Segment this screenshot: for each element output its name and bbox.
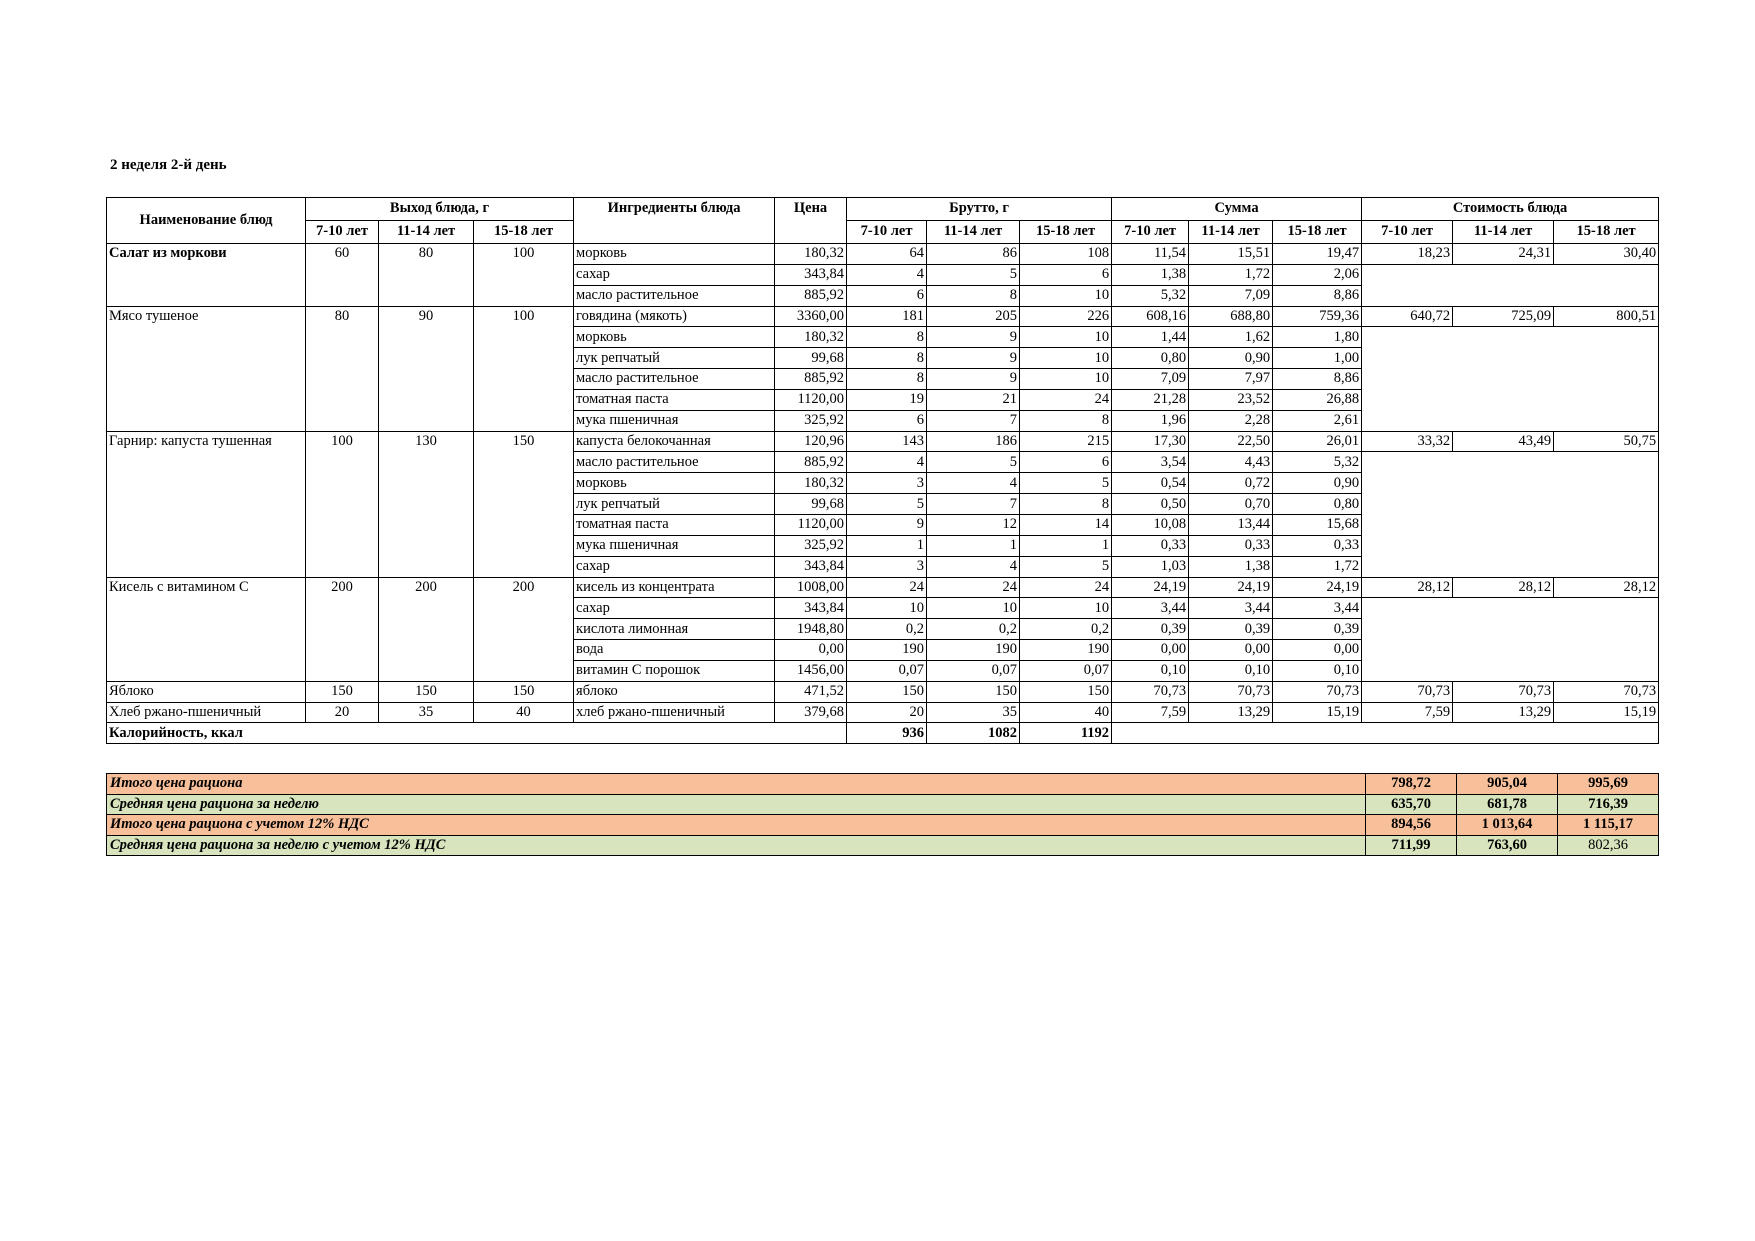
ingredient-sum: 688,80 [1189, 306, 1273, 327]
dish-cost: 800,51 [1554, 306, 1659, 327]
ingredient-sum: 7,97 [1189, 369, 1273, 390]
dish-yield: 150 [379, 681, 474, 702]
header-cost-age3: 15-18 лет [1554, 221, 1659, 244]
summary-row [107, 835, 1659, 856]
dish-name: Кисель с витамином С [107, 577, 306, 681]
ingredient-sum: 7,59 [1112, 702, 1189, 723]
ingredient-brutto: 1 [847, 535, 927, 556]
header-cost: Стоимость блюда [1362, 198, 1659, 221]
ingredient-brutto: 10 [1020, 327, 1112, 348]
dish-yield: 150 [474, 681, 574, 702]
header-cost-age2: 11-14 лет [1453, 221, 1554, 244]
table-row [107, 702, 1659, 723]
ingredient-brutto: 10 [1020, 598, 1112, 619]
ingredient-sum: 3,44 [1112, 598, 1189, 619]
ingredient-price: 379,68 [775, 702, 847, 723]
ingredient-sum: 70,73 [1112, 681, 1189, 702]
ingredient-sum: 0,70 [1189, 494, 1273, 515]
ingredient-brutto: 190 [927, 640, 1020, 661]
ingredient-price: 180,32 [775, 244, 847, 265]
header-price: Цена [775, 198, 847, 244]
ingredient-price: 885,92 [775, 452, 847, 473]
ingredient-name: мука пшеничная [574, 410, 775, 431]
ingredient-sum: 8,86 [1273, 369, 1362, 390]
ingredient-sum: 0,39 [1112, 619, 1189, 640]
summary-value: 905,04 [1457, 774, 1558, 795]
dish-yield: 200 [379, 577, 474, 681]
ingredient-brutto: 20 [847, 702, 927, 723]
page-title: 2 неделя 2-й день [110, 157, 227, 173]
ingredient-brutto: 10 [1020, 285, 1112, 306]
dish-yield: 100 [474, 244, 574, 307]
ingredient-brutto: 0,07 [1020, 660, 1112, 681]
summary-label: Итого цена рациона с учетом 12% НДС [107, 815, 1366, 836]
ingredient-sum: 1,38 [1112, 264, 1189, 285]
ingredient-name: лук репчатый [574, 494, 775, 515]
ingredient-brutto: 6 [847, 285, 927, 306]
ingredient-name: томатная паста [574, 389, 775, 410]
ingredient-price: 120,96 [775, 431, 847, 452]
ingredient-sum: 0,39 [1273, 619, 1362, 640]
ingredient-name: витамин С порошок [574, 660, 775, 681]
dish-cost: 70,73 [1362, 681, 1453, 702]
ingredient-brutto: 4 [927, 473, 1020, 494]
summary-value: 802,36 [1558, 835, 1659, 856]
ingredient-brutto: 215 [1020, 431, 1112, 452]
ingredient-sum: 7,09 [1189, 285, 1273, 306]
ingredient-price: 0,00 [775, 640, 847, 661]
dish-cost: 28,12 [1453, 577, 1554, 598]
summary-value: 763,60 [1457, 835, 1558, 856]
dish-cost: 30,40 [1554, 244, 1659, 265]
dish-cost: 50,75 [1554, 431, 1659, 452]
ingredient-sum: 1,72 [1189, 264, 1273, 285]
dish-yield: 130 [379, 431, 474, 577]
ingredient-brutto: 9 [927, 369, 1020, 390]
ingredient-brutto: 143 [847, 431, 927, 452]
calories-value: 1082 [927, 723, 1020, 744]
ingredient-brutto: 7 [927, 494, 1020, 515]
dish-yield: 200 [474, 577, 574, 681]
summary-value: 995,69 [1558, 774, 1659, 795]
ingredient-name: вода [574, 640, 775, 661]
header-brutto-age3: 15-18 лет [1020, 221, 1112, 244]
ingredient-sum: 5,32 [1112, 285, 1189, 306]
ingredient-name: говядина (мякоть) [574, 306, 775, 327]
ingredient-brutto: 6 [1020, 452, 1112, 473]
ingredient-sum: 1,44 [1112, 327, 1189, 348]
header-brutto: Брутто, г [847, 198, 1112, 221]
ingredient-price: 99,68 [775, 494, 847, 515]
ingredient-sum: 17,30 [1112, 431, 1189, 452]
dish-yield: 150 [474, 431, 574, 577]
ingredient-brutto: 5 [927, 452, 1020, 473]
ingredient-sum: 24,19 [1112, 577, 1189, 598]
ingredient-price: 343,84 [775, 556, 847, 577]
ingredient-name: сахар [574, 264, 775, 285]
ingredient-brutto: 6 [1020, 264, 1112, 285]
summary-value: 798,72 [1366, 774, 1457, 795]
dish-yield: 80 [306, 306, 379, 431]
ingredient-sum: 26,01 [1273, 431, 1362, 452]
ingredient-price: 99,68 [775, 348, 847, 369]
dish-cost: 43,49 [1453, 431, 1554, 452]
ingredient-sum: 0,90 [1189, 348, 1273, 369]
summary-value: 716,39 [1558, 794, 1659, 815]
ingredient-brutto: 21 [927, 389, 1020, 410]
ingredient-brutto: 5 [847, 494, 927, 515]
ingredient-sum: 0,50 [1112, 494, 1189, 515]
ingredient-brutto: 0,2 [847, 619, 927, 640]
ingredient-sum: 0,10 [1112, 660, 1189, 681]
ingredient-brutto: 40 [1020, 702, 1112, 723]
ingredient-sum: 1,80 [1273, 327, 1362, 348]
calories-blank [1112, 723, 1659, 744]
dish-cost: 7,59 [1362, 702, 1453, 723]
ingredient-name: морковь [574, 327, 775, 348]
ingredient-brutto: 64 [847, 244, 927, 265]
summary-label: Итого цена рациона [107, 774, 1366, 795]
ingredient-brutto: 5 [1020, 556, 1112, 577]
ingredient-sum: 0,80 [1112, 348, 1189, 369]
header-yield-age2: 11-14 лет [379, 221, 474, 244]
calories-label: Калорийность, ккал [107, 723, 847, 744]
ingredient-price: 343,84 [775, 598, 847, 619]
ingredient-sum: 24,19 [1273, 577, 1362, 598]
ingredient-name: кисель из концентрата [574, 577, 775, 598]
ingredient-price: 1456,00 [775, 660, 847, 681]
ingredient-brutto: 10 [1020, 348, 1112, 369]
dish-name: Яблоко [107, 681, 306, 702]
ingredient-name: мука пшеничная [574, 535, 775, 556]
ingredient-sum: 26,88 [1273, 389, 1362, 410]
dish-name: Салат из моркови [107, 244, 306, 307]
dish-yield: 80 [379, 244, 474, 307]
ingredient-sum: 15,19 [1273, 702, 1362, 723]
dish-cost: 33,32 [1362, 431, 1453, 452]
header-sum-age1: 7-10 лет [1112, 221, 1189, 244]
header-yield-age1: 7-10 лет [306, 221, 379, 244]
ingredient-brutto: 0,2 [927, 619, 1020, 640]
header-yield-age3: 15-18 лет [474, 221, 574, 244]
ingredient-sum: 3,54 [1112, 452, 1189, 473]
ingredient-brutto: 8 [847, 369, 927, 390]
dish-name: Гарнир: капуста тушенная [107, 431, 306, 577]
table-row [107, 244, 1659, 265]
ingredient-sum: 2,28 [1189, 410, 1273, 431]
header-yield: Выход блюда, г [306, 198, 574, 221]
ingredient-sum: 1,62 [1189, 327, 1273, 348]
ingredient-sum: 0,39 [1189, 619, 1273, 640]
ingredient-sum: 7,09 [1112, 369, 1189, 390]
table-row [107, 681, 1659, 702]
ingredient-sum: 22,50 [1189, 431, 1273, 452]
ingredient-brutto: 0,07 [847, 660, 927, 681]
calories-value: 1192 [1020, 723, 1112, 744]
calories-value: 936 [847, 723, 927, 744]
ingredient-brutto: 0,2 [1020, 619, 1112, 640]
ingredient-brutto: 0,07 [927, 660, 1020, 681]
ingredient-brutto: 6 [847, 410, 927, 431]
dish-yield: 60 [306, 244, 379, 307]
ingredient-name: масло растительное [574, 369, 775, 390]
ingredient-brutto: 9 [927, 327, 1020, 348]
ingredient-sum: 23,52 [1189, 389, 1273, 410]
summary-label: Средняя цена рациона за неделю [107, 794, 1366, 815]
header-row-2 [107, 221, 1659, 244]
ingredient-name: масло растительное [574, 285, 775, 306]
ingredient-sum: 0,00 [1189, 640, 1273, 661]
dish-cost: 28,12 [1362, 577, 1453, 598]
ingredient-sum: 0,10 [1189, 660, 1273, 681]
ingredient-name: масло растительное [574, 452, 775, 473]
ingredient-brutto: 150 [927, 681, 1020, 702]
ingredient-price: 885,92 [775, 285, 847, 306]
dish-cost: 28,12 [1554, 577, 1659, 598]
ingredient-name: томатная паста [574, 514, 775, 535]
summary-table [106, 773, 1659, 856]
summary-value: 1 013,64 [1457, 815, 1558, 836]
ingredient-sum: 0,10 [1273, 660, 1362, 681]
ingredient-sum: 1,96 [1112, 410, 1189, 431]
ingredient-sum: 0,33 [1189, 535, 1273, 556]
ingredient-price: 471,52 [775, 681, 847, 702]
ingredient-brutto: 9 [927, 348, 1020, 369]
ingredient-name: кислота лимонная [574, 619, 775, 640]
ingredient-brutto: 226 [1020, 306, 1112, 327]
dish-cost: 15,19 [1554, 702, 1659, 723]
dish-yield: 150 [306, 681, 379, 702]
dish-name: Мясо тушеное [107, 306, 306, 431]
ingredient-price: 343,84 [775, 264, 847, 285]
ingredient-brutto: 5 [1020, 473, 1112, 494]
summary-row [107, 774, 1659, 795]
ingredient-price: 3360,00 [775, 306, 847, 327]
header-brutto-age1: 7-10 лет [847, 221, 927, 244]
ingredient-brutto: 24 [927, 577, 1020, 598]
ingredient-brutto: 8 [1020, 410, 1112, 431]
ingredient-brutto: 1 [927, 535, 1020, 556]
ingredient-price: 885,92 [775, 369, 847, 390]
ingredient-sum: 1,72 [1273, 556, 1362, 577]
ingredient-price: 180,32 [775, 327, 847, 348]
dish-yield: 35 [379, 702, 474, 723]
menu-body [107, 244, 1659, 744]
ingredient-brutto: 10 [1020, 369, 1112, 390]
ingredient-sum: 11,54 [1112, 244, 1189, 265]
ingredient-sum: 0,54 [1112, 473, 1189, 494]
dish-yield: 20 [306, 702, 379, 723]
ingredient-price: 325,92 [775, 535, 847, 556]
ingredient-name: морковь [574, 244, 775, 265]
summary-label: Средняя цена рациона за неделю с учетом 12% НДС [107, 835, 1366, 856]
ingredient-brutto: 86 [927, 244, 1020, 265]
ingredient-brutto: 19 [847, 389, 927, 410]
ingredient-brutto: 3 [847, 473, 927, 494]
ingredient-sum: 15,68 [1273, 514, 1362, 535]
header-sum-age3: 15-18 лет [1273, 221, 1362, 244]
header-dish: Наименование блюд [107, 198, 306, 244]
header-sum-age2: 11-14 лет [1189, 221, 1273, 244]
ingredient-brutto: 4 [847, 264, 927, 285]
ingredient-sum: 2,61 [1273, 410, 1362, 431]
ingredient-brutto: 205 [927, 306, 1020, 327]
ingredient-sum: 759,36 [1273, 306, 1362, 327]
ingredient-sum: 21,28 [1112, 389, 1189, 410]
ingredient-price: 1120,00 [775, 389, 847, 410]
ingredient-brutto: 8 [927, 285, 1020, 306]
ingredient-name: сахар [574, 556, 775, 577]
table-row [107, 577, 1659, 598]
header-row-1 [107, 198, 1659, 221]
ingredient-brutto: 24 [1020, 577, 1112, 598]
ingredient-brutto: 14 [1020, 514, 1112, 535]
ingredient-brutto: 7 [927, 410, 1020, 431]
header-cost-age1: 7-10 лет [1362, 221, 1453, 244]
ingredient-sum: 19,47 [1273, 244, 1362, 265]
ingredient-sum: 3,44 [1189, 598, 1273, 619]
ingredient-sum: 13,29 [1189, 702, 1273, 723]
table-row [107, 306, 1659, 327]
ingredient-sum: 4,43 [1189, 452, 1273, 473]
header-ingredients: Ингредиенты блюда [574, 198, 775, 244]
ingredient-name: капуста белокочанная [574, 431, 775, 452]
header-sum: Сумма [1112, 198, 1362, 221]
dish-cost: 24,31 [1453, 244, 1554, 265]
ingredient-sum: 0,33 [1112, 535, 1189, 556]
ingredient-brutto: 24 [1020, 389, 1112, 410]
dish-cost-blank [1362, 598, 1659, 681]
calories-row [107, 723, 1659, 744]
ingredient-brutto: 8 [847, 348, 927, 369]
ingredient-name: хлеб ржано-пшеничный [574, 702, 775, 723]
dish-cost: 725,09 [1453, 306, 1554, 327]
ingredient-brutto: 186 [927, 431, 1020, 452]
ingredient-price: 1120,00 [775, 514, 847, 535]
summary-value: 1 115,17 [1558, 815, 1659, 836]
ingredient-brutto: 3 [847, 556, 927, 577]
ingredient-sum: 70,73 [1189, 681, 1273, 702]
menu-table [106, 197, 1659, 744]
ingredient-brutto: 4 [927, 556, 1020, 577]
ingredient-sum: 0,80 [1273, 494, 1362, 515]
ingredient-brutto: 8 [1020, 494, 1112, 515]
dish-cost: 13,29 [1453, 702, 1554, 723]
summary-value: 635,70 [1366, 794, 1457, 815]
ingredient-sum: 0,00 [1273, 640, 1362, 661]
dish-cost-blank [1362, 264, 1659, 306]
ingredient-brutto: 8 [847, 327, 927, 348]
ingredient-brutto: 9 [847, 514, 927, 535]
dish-yield: 40 [474, 702, 574, 723]
ingredient-brutto: 35 [927, 702, 1020, 723]
summary-value: 711,99 [1366, 835, 1457, 856]
dish-yield: 90 [379, 306, 474, 431]
ingredient-sum: 13,44 [1189, 514, 1273, 535]
dish-cost-blank [1362, 452, 1659, 577]
header-brutto-age2: 11-14 лет [927, 221, 1020, 244]
ingredient-brutto: 1 [1020, 535, 1112, 556]
ingredient-sum: 1,03 [1112, 556, 1189, 577]
ingredient-brutto: 12 [927, 514, 1020, 535]
ingredient-sum: 10,08 [1112, 514, 1189, 535]
ingredient-name: яблоко [574, 681, 775, 702]
ingredient-sum: 3,44 [1273, 598, 1362, 619]
dish-name: Хлеб ржано-пшеничный [107, 702, 306, 723]
dish-cost-blank [1362, 327, 1659, 431]
ingredient-sum: 1,38 [1189, 556, 1273, 577]
ingredient-brutto: 190 [1020, 640, 1112, 661]
dish-cost: 640,72 [1362, 306, 1453, 327]
ingredient-name: сахар [574, 598, 775, 619]
summary-value: 894,56 [1366, 815, 1457, 836]
dish-cost: 70,73 [1453, 681, 1554, 702]
ingredient-brutto: 5 [927, 264, 1020, 285]
ingredient-sum: 70,73 [1273, 681, 1362, 702]
dish-yield: 100 [306, 431, 379, 577]
ingredient-brutto: 190 [847, 640, 927, 661]
dish-cost: 70,73 [1554, 681, 1659, 702]
table-row [107, 431, 1659, 452]
ingredient-sum: 0,72 [1189, 473, 1273, 494]
ingredient-sum: 5,32 [1273, 452, 1362, 473]
ingredient-price: 1008,00 [775, 577, 847, 598]
dish-cost: 18,23 [1362, 244, 1453, 265]
ingredient-name: морковь [574, 473, 775, 494]
ingredient-brutto: 108 [1020, 244, 1112, 265]
ingredient-price: 1948,80 [775, 619, 847, 640]
ingredient-sum: 0,00 [1112, 640, 1189, 661]
ingredient-sum: 8,86 [1273, 285, 1362, 306]
ingredient-price: 180,32 [775, 473, 847, 494]
ingredient-sum: 15,51 [1189, 244, 1273, 265]
dish-yield: 100 [474, 306, 574, 431]
ingredient-brutto: 10 [847, 598, 927, 619]
ingredient-brutto: 4 [847, 452, 927, 473]
ingredient-sum: 1,00 [1273, 348, 1362, 369]
ingredient-sum: 0,33 [1273, 535, 1362, 556]
ingredient-brutto: 150 [1020, 681, 1112, 702]
ingredient-brutto: 24 [847, 577, 927, 598]
summary-row [107, 794, 1659, 815]
ingredient-sum: 0,90 [1273, 473, 1362, 494]
ingredient-brutto: 150 [847, 681, 927, 702]
ingredient-sum: 2,06 [1273, 264, 1362, 285]
summary-value: 681,78 [1457, 794, 1558, 815]
ingredient-price: 325,92 [775, 410, 847, 431]
ingredient-name: лук репчатый [574, 348, 775, 369]
ingredient-sum: 608,16 [1112, 306, 1189, 327]
dish-yield: 200 [306, 577, 379, 681]
ingredient-brutto: 10 [927, 598, 1020, 619]
summary-row [107, 815, 1659, 836]
ingredient-sum: 24,19 [1189, 577, 1273, 598]
ingredient-brutto: 181 [847, 306, 927, 327]
